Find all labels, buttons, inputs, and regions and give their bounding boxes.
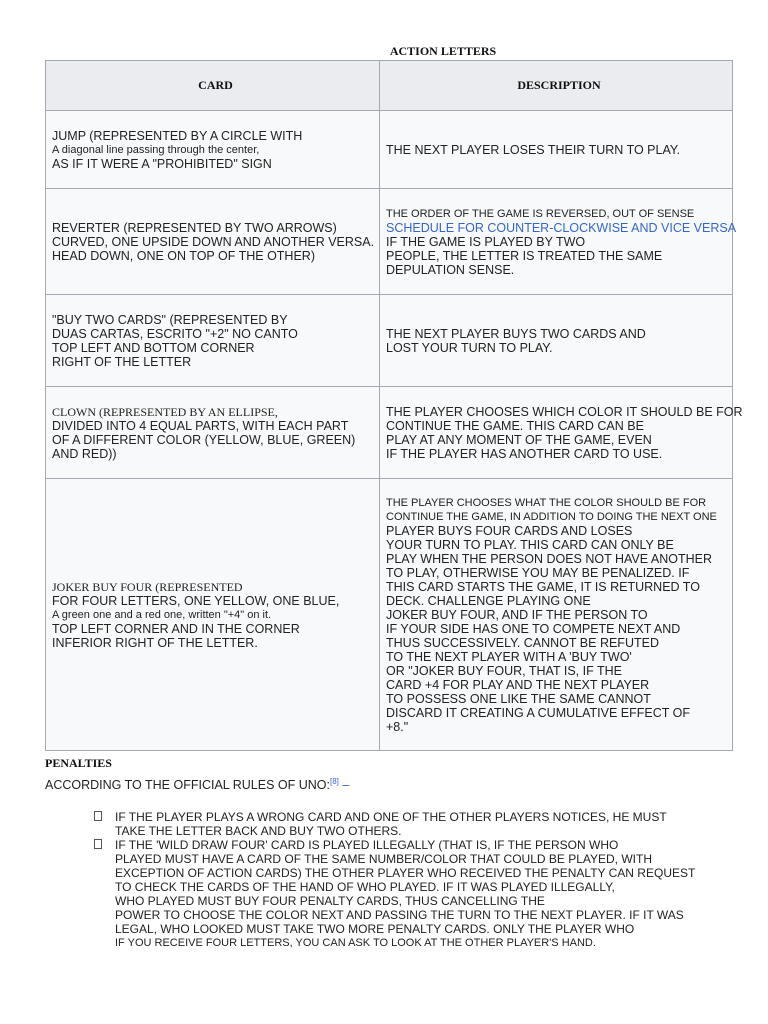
- description-line: YOUR TURN TO PLAY. THIS CARD CAN ONLY BE: [386, 537, 674, 552]
- penalties-intro-text: ACCORDING TO THE OFFICIAL RULES OF UNO:: [45, 778, 330, 793]
- card-line: CURVED, ONE UPSIDE DOWN AND ANOTHER VERSA.: [52, 234, 375, 249]
- list-item-line: IF YOU RECEIVE FOUR LETTERS, YOU CAN ASK TO LOOK AT THE OTHER PLAYER'S HAND.: [115, 937, 596, 949]
- description-line: PLAYER BUYS FOUR CARDS AND LOSES: [386, 523, 633, 538]
- description-line: DECK. CHALLENGE PLAYING ONE: [386, 593, 591, 608]
- description-line: DISCARD IT CREATING A CUMULATIVE EFFECT OF: [386, 705, 690, 720]
- description-line: IF THE PLAYER HAS ANOTHER CARD TO USE.: [386, 446, 663, 461]
- description-line: PEOPLE, THE LETTER IS TREATED THE SAME: [386, 248, 663, 263]
- card-line: DUAS CARTAS, ESCRITO "+2" NO CANTO: [52, 326, 298, 341]
- list-item-line: IF THE PLAYER PLAYS A WRONG CARD AND ONE OF THE OTHER PLAYERS NOTICES, HE MUST: [115, 810, 667, 824]
- bullet-icon: [94, 811, 102, 821]
- description-line: PLAY WHEN THE PERSON DOES NOT HAVE ANOTHER: [386, 551, 712, 566]
- card-line: DIVIDED INTO 4 EQUAL PARTS, WITH EACH PART: [52, 418, 349, 433]
- table-row: [46, 111, 733, 189]
- description-line: DEPULATION SENSE.: [386, 262, 515, 277]
- card-line: OF A DIFFERENT COLOR (YELLOW, BLUE, GREEN): [52, 432, 356, 447]
- card-line: AND RED)): [52, 446, 117, 461]
- card-line: CLOWN (REPRESENTED BY AN ELLIPSE,: [52, 404, 278, 419]
- dash-link[interactable]: –: [342, 778, 350, 793]
- header-description: DESCRIPTION: [380, 61, 733, 111]
- card-line: "BUY TWO CARDS" (REPRESENTED BY: [52, 312, 288, 327]
- reference-link[interactable]: [8]: [330, 777, 339, 786]
- card-cell: [46, 111, 380, 189]
- table-row: [46, 387, 733, 479]
- penalties-intro: [45, 777, 349, 792]
- description-line: PLAY AT ANY MOMENT OF THE GAME, EVEN: [386, 432, 652, 447]
- description-line: CONTINUE THE GAME, IN ADDITION TO DOING THE NEXT ONE: [386, 510, 717, 523]
- description-line: LOST YOUR TURN TO PLAY.: [386, 340, 553, 355]
- card-cell: [46, 189, 380, 295]
- description-line: OR "JOKER BUY FOUR, THAT IS, IF THE: [386, 663, 622, 678]
- card-line: FOR FOUR LETTERS, ONE YELLOW, ONE BLUE,: [52, 593, 340, 608]
- card-line: TOP LEFT AND BOTTOM CORNER: [52, 340, 255, 355]
- description-line: +8.": [386, 719, 409, 734]
- description-line: TO PLAY, OTHERWISE YOU MAY BE PENALIZED. IF: [386, 565, 690, 580]
- card-cell: [46, 295, 380, 387]
- description-cell: [380, 295, 733, 387]
- list-item-line: TO CHECK THE CARDS OF THE HAND OF WHO PLAYED. IF IT WAS PLAYED ILLEGALLY,: [115, 880, 615, 894]
- description-line: THE NEXT PLAYER LOSES THEIR TURN TO PLAY.: [386, 142, 681, 157]
- table-caption: ACTION LETTERS: [389, 44, 497, 58]
- description-line: THE ORDER OF THE GAME IS REVERSED, OUT OF SENSE: [386, 207, 695, 220]
- list-item-line: TAKE THE LETTER BACK AND BUY TWO OTHERS.: [115, 824, 402, 838]
- table-row: [46, 295, 733, 387]
- list-item: [92, 810, 752, 838]
- card-line: AS IF IT WERE A "PROHIBITED" SIGN: [52, 156, 272, 171]
- penalties-heading: PENALTIES: [45, 756, 112, 770]
- description-line: IF THE GAME IS PLAYED BY TWO: [386, 234, 586, 249]
- description-line: CARD +4 FOR PLAY AND THE NEXT PLAYER: [386, 677, 650, 692]
- description-cell: [380, 387, 743, 479]
- list-item-line: EXCEPTION OF ACTION CARDS) THE OTHER PLAYER WHO RECEIVED THE PENALTY CAN REQUEST: [115, 866, 696, 880]
- card-line: A diagonal line passing through the center,: [52, 143, 260, 156]
- card-cell: [46, 387, 380, 479]
- card-line: JOKER BUY FOUR (REPRESENTED: [52, 579, 243, 594]
- list-item-line: PLAYED MUST HAVE A CARD OF THE SAME NUMBER/COLOR THAT COULD BE PLAYED, WITH: [115, 852, 652, 866]
- description-line: THE PLAYER CHOOSES WHAT THE COLOR SHOULD BE FOR: [386, 496, 707, 509]
- list-item: [92, 838, 752, 950]
- list-item-line: POWER TO CHOOSE THE COLOR NEXT AND PASSING THE TURN TO THE NEXT PLAYER. IF IT WAS: [115, 908, 684, 922]
- description-line: JOKER BUY FOUR, AND IF THE PERSON TO: [386, 607, 648, 622]
- table-row: [46, 189, 733, 295]
- card-line: JUMP (REPRESENTED BY A CIRCLE WITH: [52, 128, 303, 143]
- list-item-line: LEGAL, WHO LOOKED MUST TAKE TWO MORE PENALTY CARDS. ONLY THE PLAYER WHO: [115, 922, 635, 936]
- card-cell: [46, 479, 380, 751]
- description-cell: [380, 111, 733, 189]
- description-line: THE PLAYER CHOOSES WHICH COLOR IT SHOULD BE FOR: [386, 404, 743, 419]
- description-link[interactable]: SCHEDULE FOR COUNTER-CLOCKWISE AND VICE VERSA: [386, 220, 737, 235]
- card-line: A green one and a red one, written "+4" on it.: [52, 608, 272, 621]
- description-line: IF YOUR SIDE HAS ONE TO COMPETE NEXT AND: [386, 621, 681, 636]
- table-row: [46, 479, 733, 751]
- penalties-list: [92, 810, 752, 950]
- list-item-line: WHO PLAYED MUST BUY FOUR PENALTY CARDS, THUS CANCELLING THE: [115, 894, 545, 908]
- header-card: CARD: [46, 61, 380, 111]
- description-line: TO POSSESS ONE LIKE THE SAME CANNOT: [386, 691, 651, 706]
- card-line: INFERIOR RIGHT OF THE LETTER.: [52, 635, 258, 650]
- list-item-line: IF THE 'WILD DRAW FOUR' CARD IS PLAYED ILLEGALLY (THAT IS, IF THE PERSON WHO: [115, 838, 619, 852]
- description-cell: [380, 189, 737, 295]
- description-line: THE NEXT PLAYER BUYS TWO CARDS AND: [386, 326, 646, 341]
- description-line: THIS CARD STARTS THE GAME, IT IS RETURNED TO: [386, 579, 700, 594]
- bullet-icon: [94, 839, 102, 849]
- card-line: TOP LEFT CORNER AND IN THE CORNER: [52, 621, 300, 636]
- action-letters-table: [45, 60, 743, 751]
- description-line: TO THE NEXT PLAYER WITH A 'BUY TWO': [386, 649, 632, 664]
- card-line: HEAD DOWN, ONE ON TOP OF THE OTHER): [52, 248, 315, 263]
- description-cell: [380, 479, 733, 751]
- card-line: REVERTER (REPRESENTED BY TWO ARROWS): [52, 220, 337, 235]
- card-line: RIGHT OF THE LETTER: [52, 354, 192, 369]
- description-line: CONTINUE THE GAME. THIS CARD CAN BE: [386, 418, 644, 433]
- description-line: THUS SUCCESSIVELY. CANNOT BE REFUTED: [386, 635, 659, 650]
- table-header-row: [46, 61, 733, 111]
